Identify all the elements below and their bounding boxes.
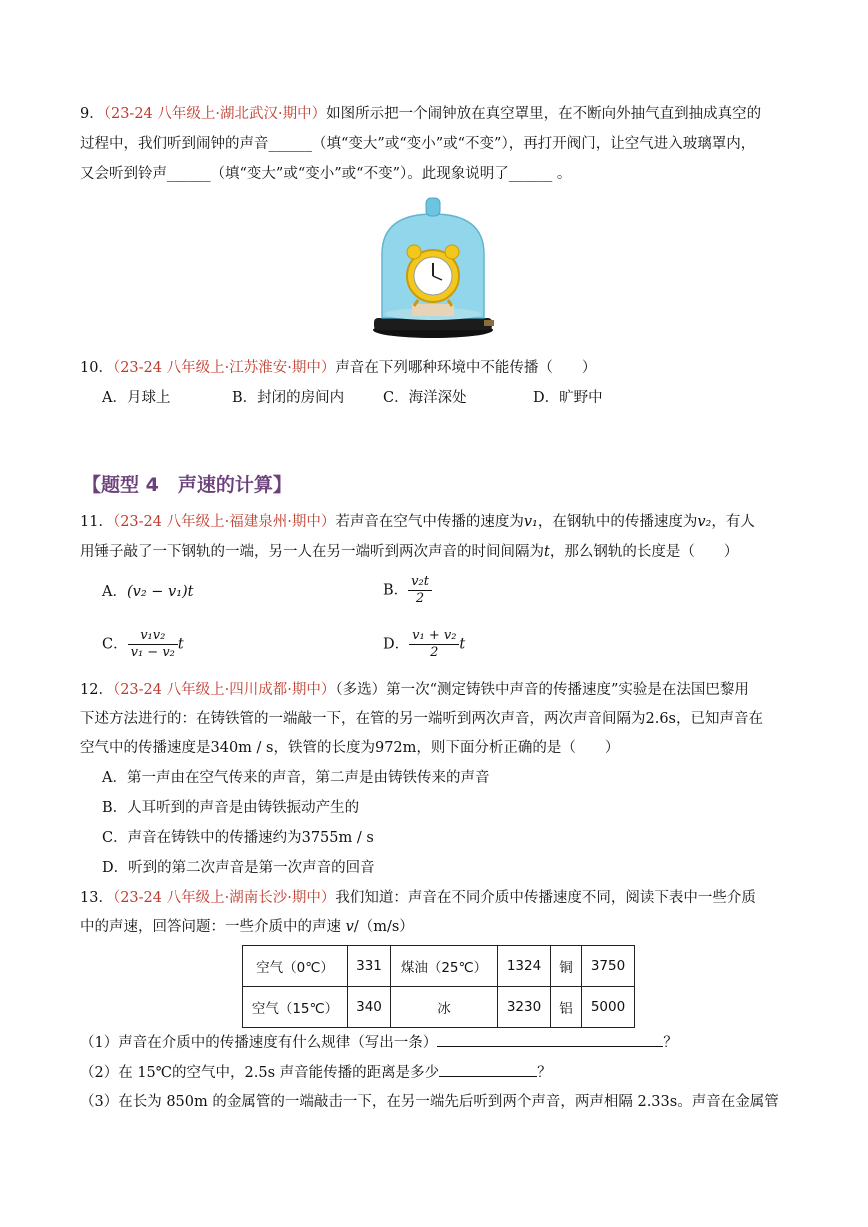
bell-jar-alarm-clock-image [370, 196, 496, 341]
table-cell: 空气（15℃） [243, 987, 348, 1028]
q11-text-2a: 用锤子敲了一下钢轨的一端，另一人在另一端听到两次声音的时间间隔为 [80, 544, 544, 560]
q11-option-c-tail: t [177, 636, 184, 653]
q9-source: （23-24 八年级上·湖北武汉·期中） [103, 106, 327, 122]
q12-text-2: 下述方法进行的：在铸铁管的一端敲一下，在管的另一端听到两次声音，两次声音间隔为2.6s，已知声音在 [80, 711, 763, 727]
q13-sub3: （3）在长为 850m 的金属管的一端敲击一下，在另一端先后听到两个声音，两声相隔 2.33s。声音在金属管 [80, 1094, 779, 1110]
q9-text-1: 如图所示把一个闹钟放在真空罩里，在不断向外抽气直到抽成真空的 [326, 106, 762, 122]
q11-option-c-denominator: v₁ − v₂ [130, 645, 175, 660]
q11-line2 [80, 542, 738, 562]
q11-option-a-expr: (v₂ − v₁)t [126, 584, 194, 600]
table-cell: 空气（0℃） [243, 946, 348, 987]
q11-option-c-fraction [128, 628, 178, 661]
section-heading: 【题型 4 声速的计算】 [82, 474, 292, 496]
q11-option-b-label: B． [383, 582, 409, 599]
q10-source: （23-24 八年级上·江苏淮安·期中） [112, 360, 336, 376]
q11-option-a [102, 582, 194, 602]
q13-source: （23-24 八年级上·湖南长沙·期中） [112, 890, 336, 906]
q12-source: （23-24 八年级上·四川成都·期中） [112, 682, 336, 698]
q13-var-v: v [345, 919, 354, 935]
q11-source: （23-24 八年级上·福建泉州·期中） [112, 514, 336, 530]
table-row [243, 987, 635, 1028]
q13-line1 [80, 888, 756, 908]
q10-option-c: C．海洋深处 [383, 390, 467, 406]
table-row [243, 946, 635, 987]
q9-text-2: 过程中，我们听到闹钟的声音______（填“变大”或“变小”或“不变”），再打开阀门，让空气进入玻璃罩内， [80, 136, 756, 152]
q11-option-d-label: D． [383, 636, 410, 653]
answer-blank [437, 1032, 663, 1047]
answer-blank [439, 1062, 537, 1077]
table-cell: 340 [348, 987, 391, 1028]
q12-text-3: 空气中的传播速度是340m / s，铁管的长度为972m，则下面分析正确的是（ ） [80, 740, 620, 756]
q13-text-2a: 中的声速，回答问题：一些介质中的声速 [80, 919, 346, 935]
q11-var-t: t [544, 544, 550, 560]
q11-option-d-denominator: 2 [430, 645, 439, 660]
q10-text: 声音在下列哪种环境中不能传播（ ） [335, 360, 597, 376]
q9-number: 9． [80, 106, 104, 122]
q11-text-1c: ，有人 [711, 514, 755, 530]
q9-text-3: 又会听到铃声______（填“变大”或“变小”或“不变”）。此现象说明了______ 。 [80, 166, 572, 182]
q11-var-v1: v₁ [523, 514, 538, 530]
q13-number: 13． [80, 890, 113, 906]
q10-option-a: A．月球上 [102, 390, 171, 406]
table-cell: 3750 [582, 946, 635, 987]
q11-text-1a: 若声音在空气中传播的速度为 [335, 514, 524, 530]
q13-sub2-end: ？ [537, 1065, 552, 1081]
q12-option-b: B．人耳听到的声音是由铸铁振动产生的 [102, 800, 360, 816]
table-cell: 1324 [498, 946, 551, 987]
q11-option-b [383, 574, 432, 607]
q11-number: 11． [80, 514, 113, 530]
q10-number: 10． [80, 360, 113, 376]
q12-number: 12． [80, 682, 113, 698]
table-cell: 3230 [498, 987, 551, 1028]
q11-option-c [102, 628, 184, 661]
q11-text-2b: ，那么钢轨的长度是（ ） [549, 544, 739, 560]
table-cell: 冰 [391, 987, 498, 1028]
table-cell: 铝 [551, 987, 582, 1028]
q10-option-d: D．旷野中 [533, 390, 603, 406]
table-cell: 331 [348, 946, 391, 987]
table-cell: 煤油（25℃） [391, 946, 498, 987]
q10-stem [80, 358, 596, 378]
q13-line2 [80, 917, 414, 937]
q11-line1 [80, 512, 755, 532]
sound-speed-table [242, 945, 635, 1028]
q13-sub1-text: （1）声音在介质中的传播速度有什么规律（写出一条） [80, 1035, 438, 1051]
q12-line1 [80, 680, 749, 700]
q11-option-d [383, 628, 465, 661]
q12-option-a: A．第一声由在空气传来的声音，第二声是由铸铁传来的声音 [102, 770, 490, 786]
q11-var-v2: v₂ [697, 514, 712, 530]
q11-option-d-numerator: v₁ + v₂ [409, 628, 459, 645]
q12-option-c: C．声音在铸铁中的传播速约为3755m / s [102, 830, 374, 846]
q11-text-1b: ，在钢轨中的传播速度为 [537, 514, 698, 530]
table-cell: 铜 [551, 946, 582, 987]
q13-text-1: 我们知道：声音在不同介质中传播速度不同，阅读下表中一些介质 [335, 890, 756, 906]
q13-sub2 [80, 1062, 552, 1083]
q13-sub1-end: ？ [663, 1035, 678, 1051]
q11-option-b-denominator: 2 [415, 591, 425, 606]
q13-text-2b: /（m/s） [353, 919, 414, 935]
q13-sub2-text: （2）在 15℃的空气中，2.5s 声音能传播的距离是多少 [80, 1065, 440, 1081]
q12-option-d: D．听到的第二次声音是第一次声音的回音 [102, 860, 375, 876]
q11-option-b-numerator: v₂t [408, 574, 432, 591]
q11-option-b-fraction [408, 574, 432, 607]
q11-option-d-fraction [409, 628, 459, 661]
q11-option-c-label: C． [102, 636, 128, 653]
q11-option-a-label: A． [102, 584, 127, 600]
q13-sub1 [80, 1032, 678, 1053]
q12-text-1: （多选）第一次“测定铸铁中声音的传播速度”实验是在法国巴黎用 [335, 682, 749, 698]
q10-option-b: B．封闭的房间内 [232, 390, 345, 406]
q11-option-d-tail: t [459, 636, 466, 653]
q9-line1 [80, 104, 761, 124]
table-cell: 5000 [582, 987, 635, 1028]
q11-option-c-numerator: v₁v₂ [128, 628, 178, 645]
